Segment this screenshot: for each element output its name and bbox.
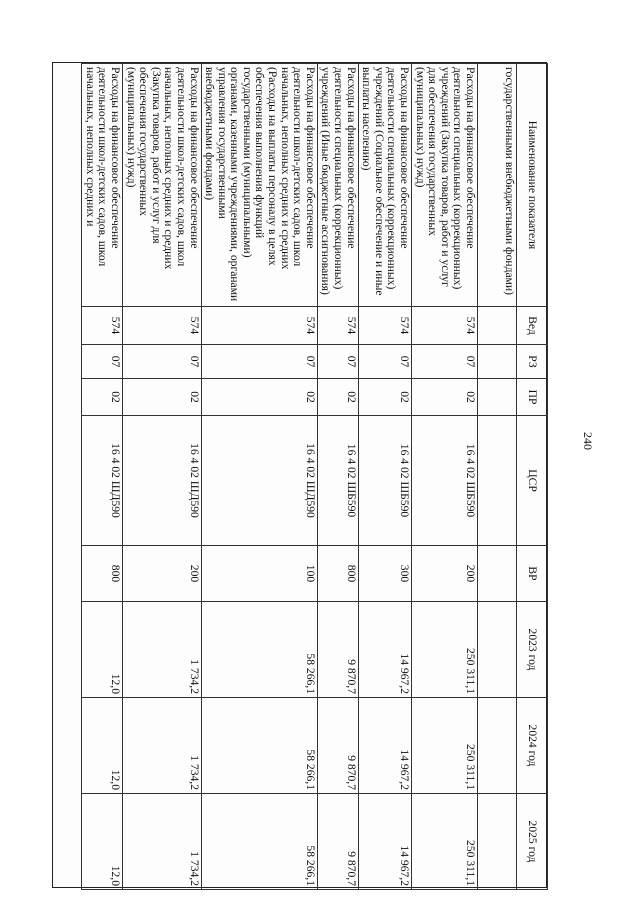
row-vr: 800 <box>82 546 123 602</box>
row-2024: 1 734,2 <box>122 698 201 794</box>
row-vr: 300 <box>358 546 411 602</box>
continuation-text: государственными внебюджетными фондами) <box>478 64 517 307</box>
row-rz: 07 <box>358 345 411 379</box>
row-ved: 574 <box>122 307 201 345</box>
table-row <box>412 64 478 890</box>
row-2023: 1 734,2 <box>122 602 201 698</box>
row-ved: 574 <box>82 307 123 345</box>
row-2023: 250 311,1 <box>412 602 478 698</box>
row-2023: 14 967,2 <box>358 602 411 698</box>
row-2024: 12,0 <box>82 698 123 794</box>
table-row <box>82 64 123 890</box>
row-ved: 574 <box>317 307 358 345</box>
row-vr: 100 <box>201 546 317 602</box>
row-name: Расходы на финансовое обеспечение деятельности специальных (коррекционных) учреждений (Социальное обеспечение и иные выплаты населению) <box>358 64 411 307</box>
header-name: Наименование показателя <box>517 64 548 307</box>
header-pr: ПР <box>517 379 548 416</box>
budget-table-sheet <box>52 62 547 888</box>
row-name: Расходы на финансовое обеспечение деятельности школ-детских садов, школ начальных, неполных средних и <box>82 64 123 307</box>
table-row <box>201 64 317 890</box>
row-pr: 02 <box>412 379 478 416</box>
row-rz: 07 <box>82 345 123 379</box>
row-rz: 07 <box>317 345 358 379</box>
row-name: Расходы на финансовое обеспечение деятельности специальных (коррекционных) учреждений (Иные бюджетные ассигнования) <box>317 64 358 307</box>
row-rz: 07 <box>122 345 201 379</box>
row-2023: 9 870,7 <box>317 602 358 698</box>
row-csr: 16 4 02 ШБ590 <box>358 416 411 546</box>
row-2024: 250 311,1 <box>412 698 478 794</box>
row-csr: 16 4 02 ШД590 <box>82 416 123 546</box>
header-ved: Вед <box>517 307 548 345</box>
header-2024: 2024 год <box>517 698 548 794</box>
row-rz: 07 <box>412 345 478 379</box>
header-2025: 2025 год <box>517 794 548 890</box>
row-2025: 58 266,1 <box>201 794 317 890</box>
row-csr: 16 4 02 ШБ590 <box>317 416 358 546</box>
row-2025: 12,0 <box>82 794 123 890</box>
header-vr: ВР <box>517 546 548 602</box>
row-name: Расходы на финансовое обеспечение деятельности школ-детских садов, школ начальных, неполных средних и средних (Закупка товаров, работ и услуг для обеспечения государственных (муниципальных) нужд) <box>122 64 201 307</box>
row-pr: 02 <box>317 379 358 416</box>
row-vr: 200 <box>122 546 201 602</box>
header-csr: ЦСР <box>517 416 548 546</box>
header-2023: 2023 год <box>517 602 548 698</box>
row-2023: 12,0 <box>82 602 123 698</box>
row-name: Расходы на финансовое обеспечение деятельности школ-детских садов, школ начальных, неполных средних и средних (Расходы на выплаты персоналу в целях обеспечения выполнения функций государственными (муниципальными) органами, казенными учреждениями, органами управления государственными внебюджетными фондами) <box>201 64 317 307</box>
row-vr: 800 <box>317 546 358 602</box>
page-number: 240 <box>581 432 595 450</box>
row-2025: 14 967,2 <box>358 794 411 890</box>
header-row <box>517 64 548 890</box>
row-csr: 16 4 02 ШД590 <box>122 416 201 546</box>
header-rz: РЗ <box>517 345 548 379</box>
table-row <box>317 64 358 890</box>
row-pr: 02 <box>201 379 317 416</box>
row-2024: 58 266,1 <box>201 698 317 794</box>
table-row <box>358 64 411 890</box>
row-ved: 574 <box>412 307 478 345</box>
row-ved: 574 <box>201 307 317 345</box>
row-pr: 02 <box>358 379 411 416</box>
row-pr: 02 <box>82 379 123 416</box>
row-name: Расходы на финансовое обеспечение деятельности специальных (коррекционных) учреждений (Закупка товаров, работ и услуг для обеспечения государственных (муниципальных) нужд) <box>412 64 478 307</box>
row-vr: 200 <box>412 546 478 602</box>
row-2024: 14 967,2 <box>358 698 411 794</box>
row-csr: 16 4 02 ШД590 <box>201 416 317 546</box>
row-2023: 58 266,1 <box>201 602 317 698</box>
row-2024: 9 870,7 <box>317 698 358 794</box>
budget-table <box>81 63 548 890</box>
row-2025: 1 734,2 <box>122 794 201 890</box>
row-csr: 16 4 02 ШБ590 <box>412 416 478 546</box>
row-pr: 02 <box>122 379 201 416</box>
row-2025: 9 870,7 <box>317 794 358 890</box>
row-ved: 574 <box>358 307 411 345</box>
rotated-table-container <box>53 63 548 889</box>
continuation-row <box>478 64 517 890</box>
row-rz: 07 <box>201 345 317 379</box>
table-row <box>122 64 201 890</box>
row-2025: 250 311,1 <box>412 794 478 890</box>
